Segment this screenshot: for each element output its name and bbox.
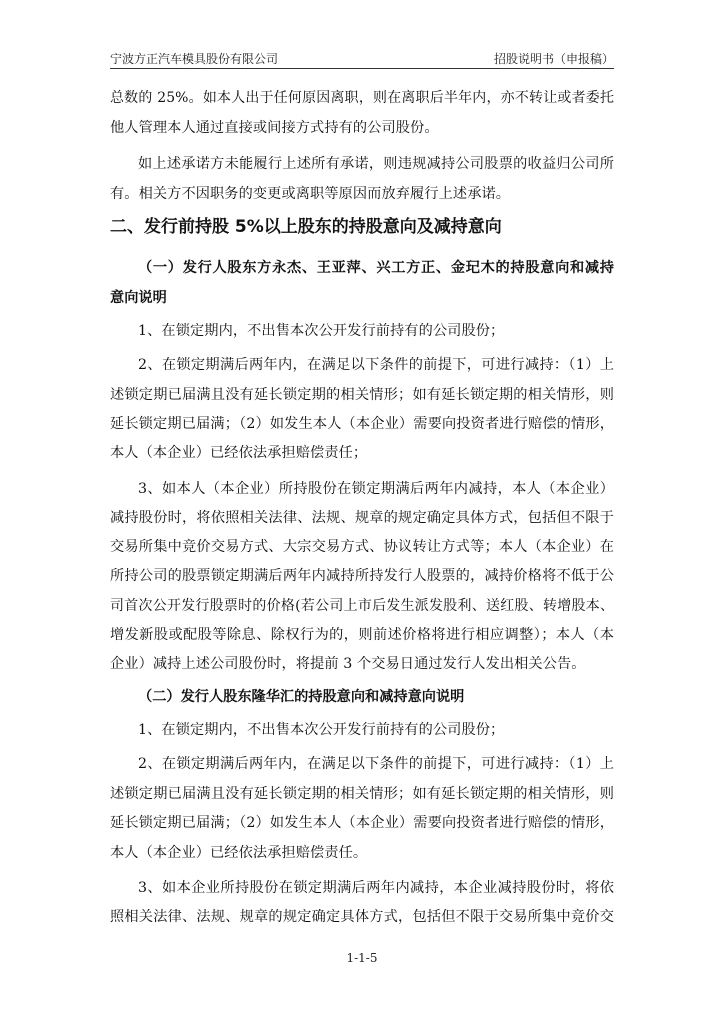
paragraph-line: 增发新股或配股等除息、除权行为的，则前述价格将进行相应调整）；本人（本: [110, 627, 614, 643]
paragraph-line: 1、在锁定期内，不出售本次公开发行前持有的公司股份；: [138, 722, 505, 738]
header-company: 宁波方正汽车模具股份有限公司: [110, 52, 279, 66]
paragraph-line: 总数的 25%。如本人出于任何原因离职，则在离职后半年内，亦不转让或者委托: [110, 90, 614, 106]
paragraph-line: 本人（本企业）已经依法承担赔偿责任。: [110, 845, 368, 861]
paragraph-line: 述锁定期已届满且没有延长锁定期的相关情形；如有延长锁定期的相关情形，则: [110, 387, 614, 403]
paragraph-line: 述锁定期已届满且没有延长锁定期的相关情形；如有延长锁定期的相关情形，则: [110, 786, 614, 802]
paragraph-line: 所持公司的股票锁定期满后两年内减持所持发行人股票的，减持价格将不低于公: [110, 568, 614, 584]
paragraph-line: 3、如本企业所持股份在锁定期满后两年内减持，本企业减持股份时，将依: [138, 880, 614, 896]
paragraph-line: 司首次公开发行股票时的价格(若公司上市后发生派发股利、送红股、转增股本、: [110, 598, 614, 614]
paragraph-line: 3、如本人（本企业）所持股份在锁定期满后两年内减持，本人（本企业）: [138, 481, 614, 497]
paragraph-line: 如上述承诺方未能履行上述所有承诺，则违规减持公司股票的收益归公司所: [138, 156, 614, 172]
paragraph-line: 本人（本企业）已经依法承担赔偿责任；: [110, 445, 368, 461]
paragraph-line: 减持股份时，将依照相关法律、法规、规章的规定确定具体方式，包括但不限于: [110, 510, 614, 526]
paragraph-line: 有。相关方不因职务的变更或离职等原因而放弃履行上述承诺。: [110, 186, 511, 202]
paragraph-line: 2、在锁定期满后两年内，在满足以下条件的前提下，可进行减持：（1）上: [138, 357, 614, 373]
paragraph-line: 1、在锁定期内，不出售本次公开发行前持有的公司股份；: [138, 323, 505, 339]
paragraph-line: 他人管理本人通过直接或间接方式持有的公司股份。: [110, 120, 439, 136]
subsection-heading: （二）发行人股东隆华汇的持股意向和减持意向说明: [138, 689, 465, 705]
subsection-heading: （一）发行人股东方永杰、王亚萍、兴工方正、金玘木的持股意向和减持: [138, 260, 614, 276]
paragraph-line: 交易所集中竞价交易方式、大宗交易方式、协议转让方式等；本人（本企业）在: [110, 539, 614, 555]
section-heading: 二、发行前持股 5%以上股东的持股意向及减持意向: [110, 217, 502, 237]
page-number: 1-1-5: [346, 951, 378, 965]
paragraph-line: 2、在锁定期满后两年内，在满足以下条件的前提下，可进行减持：（1）上: [138, 756, 614, 772]
page-header: [110, 48, 614, 69]
paragraph-line: 企业）减持上述公司股份时，将提前 3 个交易日通过发行人发出相关公告。: [110, 656, 586, 672]
subsection-heading: 意向说明: [110, 290, 167, 306]
paragraph-line: 延长锁定期已届满；（2）如发生本人（本企业）需要向投资者进行赔偿的情形，: [110, 416, 614, 432]
paragraph-line: 照相关法律、法规、规章的规定确定具体方式，包括但不限于交易所集中竞价交: [110, 909, 614, 925]
header-doc-type: 招股说明书（申报稿）: [493, 52, 614, 66]
paragraph-line: 延长锁定期已届满；（2）如发生本人（本企业）需要向投资者进行赔偿的情形，: [110, 815, 614, 831]
